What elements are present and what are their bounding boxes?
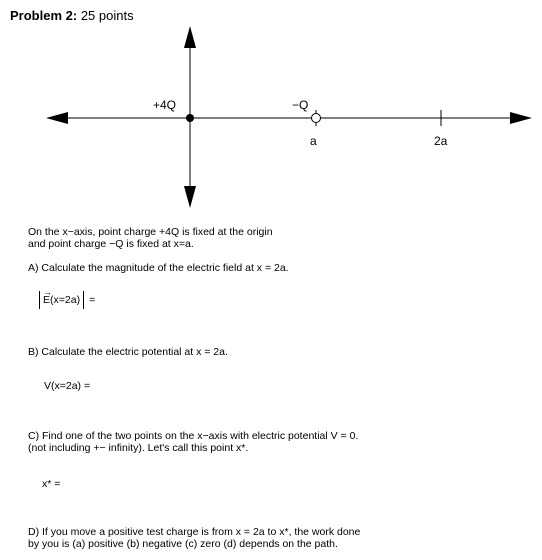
charge-diagram bbox=[0, 0, 542, 215]
part-a-answer bbox=[36, 287, 96, 309]
part-c-line-2: (not including +− infinity). Let's call this point x*. bbox=[28, 442, 249, 454]
part-c-question bbox=[28, 430, 358, 454]
part-d-question bbox=[28, 526, 360, 550]
intro-line-2: and point charge −Q is fixed at x=a. bbox=[28, 238, 194, 250]
part-d-line-1: D) If you move a positive test charge is from x = 2a to x*, the work done bbox=[28, 526, 361, 538]
vector-arrow-icon: → bbox=[43, 287, 52, 297]
charge-a-label: −Q bbox=[292, 98, 309, 112]
abs-bar-left bbox=[39, 291, 40, 309]
part-b-question: B) Calculate the electric potential at x = 2a. bbox=[28, 346, 228, 358]
part-c-answer-label: x* = bbox=[42, 478, 61, 490]
x-axis-right-arrow bbox=[510, 112, 532, 124]
tick-2a-label: 2a bbox=[434, 134, 448, 148]
part-c-line-1: C) Find one of the two points on the x−axis with electric potential V = 0. bbox=[28, 430, 359, 442]
part-d-line-2: by you is (a) positive (b) negative (c) zero (d) depends on the path. bbox=[28, 538, 338, 550]
abs-bar-right bbox=[83, 291, 84, 309]
e-argument: (x=2a) bbox=[50, 294, 81, 306]
charge-a-circle bbox=[312, 114, 321, 123]
charge-origin-dot bbox=[186, 114, 194, 122]
y-axis-up-arrow bbox=[184, 26, 196, 48]
tick-a-label: a bbox=[310, 134, 317, 148]
intro-text bbox=[28, 226, 273, 250]
charge-origin-label: +4Q bbox=[153, 98, 177, 112]
problem-points: 25 points bbox=[80, 8, 134, 23]
part-a-equals: = bbox=[89, 294, 96, 306]
part-b-answer-label: V(x=2a) = bbox=[44, 380, 91, 392]
y-axis-down-arrow bbox=[184, 186, 196, 208]
e-symbol: E bbox=[43, 294, 51, 306]
part-a-question: A) Calculate the magnitude of the electric field at x = 2a. bbox=[28, 262, 289, 274]
e-vector-symbol bbox=[43, 287, 52, 306]
x-axis-left-arrow bbox=[46, 112, 68, 124]
problem-label: Problem 2: bbox=[10, 8, 78, 23]
intro-line-1: On the x−axis, point charge +4Q is fixed at the origin bbox=[28, 226, 273, 238]
